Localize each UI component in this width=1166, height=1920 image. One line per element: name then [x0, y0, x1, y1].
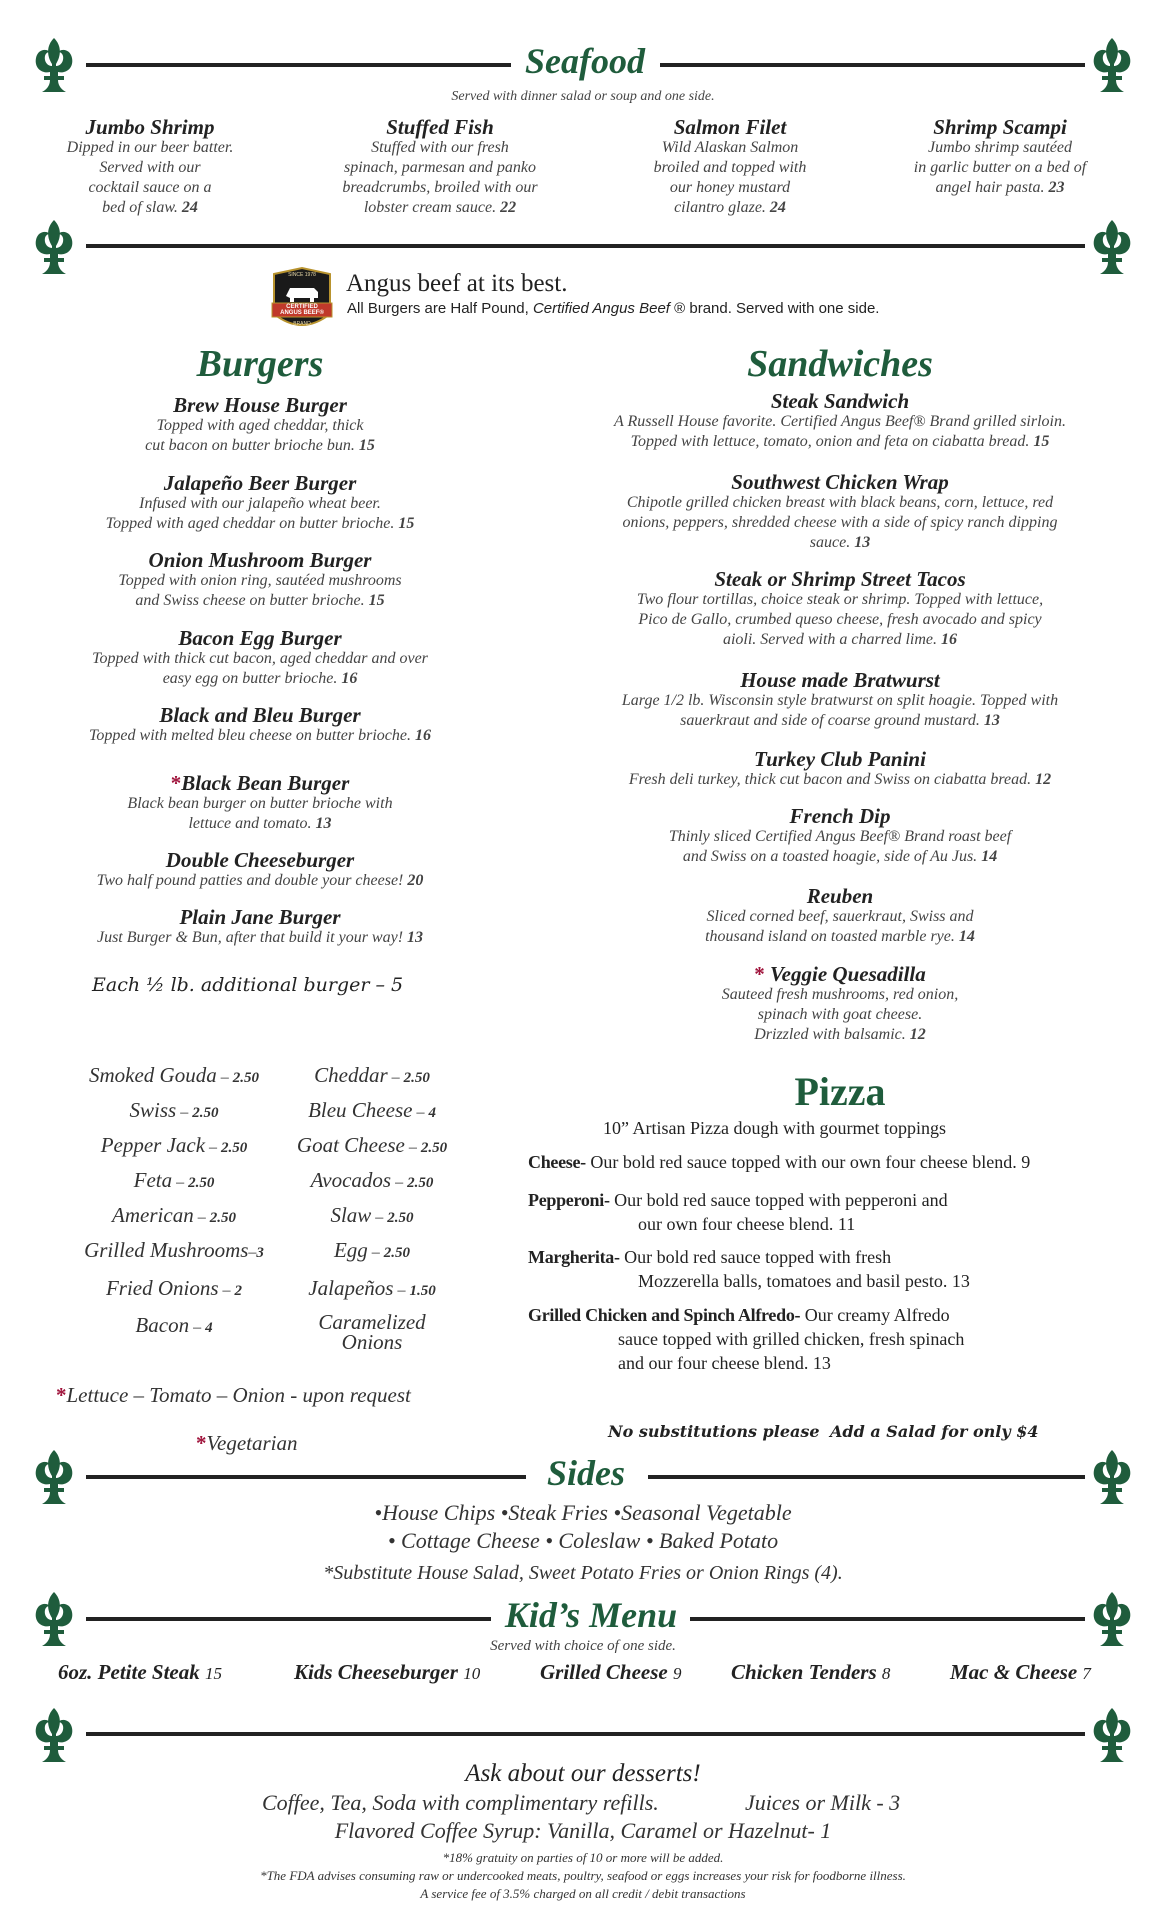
fleur-de-lis-icon — [32, 1590, 76, 1648]
description-line: Thinly sliced Certified Angus Beef® Brand roast beef — [668, 828, 1012, 845]
item-description — [570, 691, 1110, 731]
item-price: 16 — [415, 727, 431, 744]
item-description — [40, 871, 480, 891]
topping-item: Swiss – 2.50 — [129, 1098, 219, 1122]
description-line: Dipped in our beer batter. — [66, 139, 234, 156]
item-price: 13 — [983, 712, 1000, 729]
kids-item — [731, 1660, 890, 1685]
item-price: 8 — [881, 1664, 891, 1683]
description-line: breadcrumbs, broiled with our — [342, 179, 538, 196]
topping-name: Cheddar — [314, 1063, 388, 1087]
angus-subline: All Burgers are Half Pound, Certified Angus Beef ® brand. Served with one side. — [347, 300, 880, 317]
section-rule — [86, 63, 511, 67]
topping-item: Jalapeños – 1.50 — [308, 1276, 436, 1300]
item-name: Southwest Chicken Wrap — [731, 470, 949, 494]
pizza-name: Pepperoni- — [528, 1190, 610, 1210]
angus-headline: Angus beef at its best. — [346, 270, 568, 297]
description-line: Large 1/2 lb. Wisconsin style bratwurst on split hoagie. Topped with — [621, 692, 1059, 709]
topping-name: Smoked Gouda — [89, 1063, 217, 1087]
topping-item: Egg – 2.50 — [333, 1238, 411, 1262]
fleur-de-lis-icon — [32, 36, 76, 94]
item-price: 13 — [854, 534, 871, 551]
item-name: Grilled Cheese — [540, 1660, 668, 1684]
item-price: 16 — [941, 631, 958, 648]
additional-burger: Each ½ lb. additional burger – 5 — [92, 974, 404, 996]
item-description — [870, 138, 1130, 198]
sandwich-item — [570, 963, 1110, 1045]
description-line: sauce topped with grilled chicken, fresh spinach — [618, 1329, 965, 1349]
fleur-de-lis-icon — [32, 218, 76, 276]
drinks-line: Coffee, Tea, Soda with complimentary refills. — [262, 1790, 659, 1815]
pizza-name: Cheese- — [528, 1152, 586, 1172]
item-name: Steak Sandwich — [770, 389, 910, 413]
service-fee-note: A service fee of 3.5% charged on all credit / debit transactions — [420, 1886, 746, 1901]
description-line: Drizzled with balsamic. 12 — [754, 1026, 926, 1043]
description-line: lobster cream sauce. 22 — [363, 199, 517, 216]
topping-item — [272, 1312, 472, 1352]
description-line: aioli. Served with a charred lime. 16 — [722, 631, 958, 648]
item-name: Double Cheeseburger — [165, 848, 355, 872]
seafood-item — [870, 116, 1130, 198]
description-line: Black bean burger on butter brioche with — [127, 795, 393, 812]
description-line: Pico de Gallo, crumbed queso cheese, fresh avocado and spicy — [638, 611, 1042, 628]
topping-price: 2.50 — [221, 1140, 248, 1156]
topping-name: Fried Onions — [105, 1276, 219, 1300]
item-name: * Veggie Quesadilla — [754, 962, 926, 986]
description-line: Stuffed with our fresh — [371, 139, 509, 156]
item-name: French Dip — [789, 804, 891, 828]
item-description — [570, 985, 1110, 1045]
item-description — [40, 649, 480, 689]
sides-line-2: • Cottage Cheese • Coleslaw • Baked Potato — [387, 1528, 779, 1553]
kids-subtitle: Served with choice of one side. — [490, 1638, 676, 1654]
description-line: angel hair pasta. 23 — [935, 179, 1065, 196]
topping-item: Cheddar – 2.50 — [314, 1063, 430, 1087]
topping-name: Grilled Mushrooms — [84, 1238, 249, 1262]
topping-name: Egg — [333, 1238, 368, 1262]
item-name: Bacon Egg Burger — [178, 626, 342, 650]
description-line: Two flour tortillas, choice steak or shrimp. Topped with lettuce, — [636, 591, 1044, 608]
item-description — [40, 138, 260, 218]
sides-substitute: *Substitute House Salad, Sweet Potato Fries or Onion Rings (4). — [323, 1562, 843, 1584]
description-line: Topped with lettuce, tomato, onion and feta on ciabatta bread. 15 — [630, 433, 1050, 450]
item-name: Kids Cheeseburger — [294, 1660, 458, 1684]
topping-name: Feta — [133, 1168, 173, 1192]
description-line: Sliced corned beef, sauerkraut, Swiss and — [706, 908, 974, 925]
item-name: Black and Bleu Burger — [159, 703, 361, 727]
description-line: Topped with thick cut bacon, aged cheddar and over — [92, 650, 428, 667]
item-name: Shrimp Scampi — [933, 115, 1067, 139]
description-line: cilantro glaze. 24 — [674, 199, 786, 216]
description-line: onions, peppers, shredded cheese with a side of spicy ranch dipping — [622, 514, 1058, 531]
item-name: Stuffed Fish — [386, 115, 494, 139]
sandwich-item — [570, 390, 1110, 452]
description-line: spinach with goat cheese. — [757, 1006, 923, 1023]
item-description — [300, 138, 580, 218]
topping-name: Avocados — [310, 1168, 392, 1192]
item-description — [570, 827, 1110, 867]
section-rule — [690, 1617, 1085, 1621]
certified-angus-beef-logo: SINCE 1978 CERTIFIED ANGUS BEEF® BRAND — [270, 266, 334, 334]
description-line: Mozzerella balls, tomatoes and basil pesto. 13 — [638, 1271, 970, 1291]
item-price: 12 — [909, 1026, 926, 1043]
description-line: Grilled Chicken and Spinch Alfredo- Our creamy Alfredo — [528, 1305, 950, 1325]
description-line: Pepperoni- Our bold red sauce topped with pepperoni and — [528, 1190, 948, 1210]
topping-item: Feta – 2.50 — [133, 1168, 215, 1192]
topping-name: Goat Cheese — [296, 1133, 405, 1157]
description-line: and Swiss cheese on butter brioche. 15 — [135, 592, 385, 609]
pizza-item — [528, 1245, 1138, 1293]
item-description — [40, 928, 480, 948]
topping-name: Caramelized Onions — [318, 1310, 426, 1354]
item-name: House made Bratwurst — [740, 668, 940, 692]
item-name: Steak or Shrimp Street Tacos — [714, 567, 966, 591]
item-name: *Black Bean Burger — [170, 771, 350, 795]
topping-item: Pepper Jack – 2.50 — [100, 1133, 248, 1157]
topping-item: American – 2.50 — [112, 1203, 236, 1227]
topping-item: Goat Cheese – 2.50 — [296, 1133, 448, 1157]
topping-price: 1.50 — [409, 1283, 436, 1299]
item-name: Jumbo Shrimp — [85, 115, 215, 139]
item-price: 10 — [463, 1664, 481, 1683]
sandwiches-title: Sandwiches — [747, 343, 933, 385]
item-description — [40, 494, 480, 534]
topping-price: 2.50 — [420, 1140, 448, 1156]
item-name: Mac & Cheese — [950, 1660, 1078, 1684]
section-rule — [648, 1475, 1085, 1479]
topping-name: Pepper Jack — [100, 1133, 206, 1157]
sandwich-item — [570, 748, 1110, 790]
item-description — [40, 571, 480, 611]
description-line: sauerkraut and side of coarse ground mustard. 13 — [680, 712, 1000, 729]
item-name: Plain Jane Burger — [179, 905, 341, 929]
topping-price: 2.50 — [232, 1070, 259, 1086]
description-line: Topped with aged cheddar, thick — [156, 417, 364, 434]
item-price: 22 — [500, 199, 517, 216]
description-line: our honey mustard — [669, 179, 791, 196]
topping-name: American — [112, 1203, 194, 1227]
description-line: Margherita- Our bold red sauce topped with fresh — [528, 1247, 892, 1267]
description-line: and our four cheese blend. 13 — [618, 1353, 831, 1373]
item-price: 13 — [315, 815, 332, 832]
seafood-title: Seafood — [525, 41, 645, 81]
item-price: 7 — [1082, 1664, 1091, 1683]
fleur-de-lis-icon — [1090, 218, 1134, 276]
description-line: Sauteed fresh mushrooms, red onion, — [721, 986, 959, 1003]
section-rule — [86, 1617, 491, 1621]
description-line: easy egg on butter brioche. 16 — [162, 670, 358, 687]
description-line: Infused with our jalapeño wheat beer. — [139, 495, 381, 512]
topping-item: Slaw – 2.50 — [330, 1203, 414, 1227]
item-description — [40, 794, 480, 834]
item-price: 9 — [672, 1664, 682, 1683]
item-name: Jalapeño Beer Burger — [163, 471, 357, 495]
fda-note: *The FDA advises consuming raw or undercooked meats, poultry, seafood or eggs increases your risk for foodborne illness. — [260, 1868, 906, 1883]
sides-title: Sides — [546, 1453, 625, 1493]
topping-name: Swiss — [129, 1098, 177, 1122]
topping-name: Bacon — [135, 1313, 190, 1337]
fleur-de-lis-icon — [32, 1448, 76, 1506]
sandwich-item — [570, 471, 1110, 553]
item-description — [570, 493, 1110, 553]
seafood-item — [590, 116, 870, 218]
item-price: 24 — [769, 199, 786, 216]
item-name: Chicken Tenders — [731, 1660, 877, 1684]
item-name: 6oz. Petite Steak — [58, 1660, 200, 1684]
description-line: Topped with aged cheddar on butter brioche. 15 — [105, 515, 415, 532]
item-price: 20 — [407, 872, 424, 889]
description-line: in garlic butter on a bed of — [913, 159, 1087, 176]
description-line: our own four cheese blend. 11 — [638, 1214, 856, 1234]
description-line: and Swiss on a toasted hoagie, side of Au Jus. 14 — [682, 848, 998, 865]
pizza-item — [528, 1188, 1138, 1236]
burger-item — [40, 627, 480, 689]
vegetarian-star: * — [754, 962, 765, 986]
sandwich-item — [570, 885, 1110, 947]
item-price: 23 — [1048, 179, 1065, 196]
topping-price: 2.50 — [188, 1175, 215, 1191]
pizza-intro: 10” Artisan Pizza dough with gourmet toppings — [603, 1118, 946, 1138]
item-price: 15 — [398, 515, 415, 532]
item-name: Onion Mushroom Burger — [148, 548, 372, 572]
section-rule — [86, 244, 1085, 248]
topping-item: Bacon – 4 — [135, 1313, 213, 1337]
topping-price: 2.50 — [192, 1105, 219, 1121]
item-price: 15 — [204, 1664, 222, 1683]
item-price: 14 — [958, 928, 975, 945]
description-line: Topped with melted bleu cheese on butter brioche. 16 — [88, 727, 431, 744]
item-description — [40, 416, 480, 456]
add-salad-note: Add a Salad for only $4 — [830, 1422, 1039, 1441]
topping-item: Bleu Cheese – 4 — [308, 1098, 436, 1122]
description-line: Just Burger & Bun, after that build it your way! 13 — [96, 929, 424, 946]
description-line: A Russell House favorite. Certified Angus Beef® Brand grilled sirloin. — [614, 413, 1066, 430]
item-description — [570, 770, 1110, 790]
seafood-item — [40, 116, 260, 218]
juices-line: Juices or Milk - 3 — [745, 1790, 901, 1815]
topping-price: 3 — [256, 1245, 264, 1261]
description-line: spinach, parmesan and panko — [344, 159, 536, 176]
pizza-title: Pizza — [794, 1069, 886, 1114]
sandwich-item — [570, 568, 1110, 650]
burger-item — [40, 772, 480, 834]
topping-item: Smoked Gouda – 2.50 — [89, 1063, 259, 1087]
description-line: Two half pound patties and double your cheese! 20 — [96, 872, 424, 889]
description-line: bed of slaw. 24 — [102, 199, 198, 216]
description-line: Served with our — [99, 159, 201, 176]
item-name: Turkey Club Panini — [754, 747, 926, 771]
sandwich-item — [570, 669, 1110, 731]
fleur-de-lis-icon — [1090, 1590, 1134, 1648]
topping-item: Avocados – 2.50 — [310, 1168, 434, 1192]
sandwich-item — [570, 805, 1110, 867]
item-price: 15 — [358, 437, 375, 454]
description-line: Cheese- Our bold red sauce topped with our own four cheese blend. 9 — [528, 1152, 1031, 1172]
kids-item — [540, 1660, 681, 1685]
section-rule — [660, 63, 1085, 67]
toppings-note: *Lettuce – Tomato – Onion - upon request — [56, 1383, 411, 1407]
description-line: Jumbo shrimp sautéed — [928, 139, 1072, 156]
item-price: 15 — [368, 592, 385, 609]
topping-name: Jalapeños — [308, 1276, 394, 1300]
kids-item — [58, 1660, 222, 1685]
fleur-de-lis-icon — [1090, 36, 1134, 94]
item-description — [570, 907, 1110, 947]
item-name: Brew House Burger — [173, 393, 347, 417]
topping-name: Slaw — [330, 1203, 372, 1227]
topping-price: 2.50 — [387, 1210, 414, 1226]
description-line: Topped with onion ring, sautéed mushrooms — [118, 572, 402, 589]
description-line: sauce. 13 — [809, 534, 871, 551]
item-price: 16 — [341, 670, 358, 687]
description-line: cocktail sauce on a — [88, 179, 212, 196]
no-substitutions-note: No substitutions please — [608, 1422, 820, 1441]
item-description — [590, 138, 870, 218]
description-line: broiled and topped with — [653, 159, 807, 176]
burger-item — [40, 906, 480, 948]
fleur-de-lis-icon — [1090, 1448, 1134, 1506]
kids-title: Kid’s Menu — [504, 1595, 678, 1635]
pizza-name: Grilled Chicken and Spinch Alfredo- — [528, 1305, 801, 1325]
topping-price: 4 — [428, 1105, 436, 1121]
item-description — [570, 590, 1110, 650]
burger-item — [40, 704, 480, 746]
description-line: Wild Alaskan Salmon — [661, 139, 799, 156]
kids-item — [950, 1660, 1091, 1685]
vegetarian-note: *Vegetarian — [196, 1431, 298, 1455]
gratuity-note: *18% gratuity on parties of 10 or more will be added. — [442, 1850, 724, 1865]
burger-item — [40, 394, 480, 456]
vegetarian-star: * — [170, 771, 182, 795]
burgers-title: Burgers — [196, 343, 324, 385]
kids-item — [294, 1660, 480, 1685]
topping-price: 2.50 — [403, 1070, 430, 1086]
section-rule — [86, 1732, 1085, 1736]
item-name: Reuben — [806, 884, 874, 908]
topping-item: Fried Onions – 2 — [105, 1276, 243, 1300]
topping-price: 2.50 — [209, 1210, 236, 1226]
description-line: lettuce and tomato. 13 — [188, 815, 332, 832]
pizza-item — [528, 1303, 1138, 1375]
item-price: 15 — [1033, 433, 1050, 450]
item-price: 12 — [1035, 771, 1052, 788]
item-description — [40, 726, 480, 746]
seafood-subtitle: Served with dinner salad or soup and one side. — [451, 89, 715, 104]
topping-name: Bleu Cheese — [308, 1098, 413, 1122]
topping-price: 2.50 — [407, 1175, 434, 1191]
topping-price: 4 — [205, 1320, 213, 1336]
description-line: cut bacon on butter brioche bun. 15 — [145, 437, 375, 454]
item-description — [570, 412, 1110, 452]
description-line: Fresh deli turkey, thick cut bacon and Swiss on ciabatta bread. 12 — [628, 771, 1052, 788]
item-price: 14 — [981, 848, 998, 865]
description-line: Chipotle grilled chicken breast with black beans, corn, lettuce, red — [626, 494, 1054, 511]
burger-item — [40, 849, 480, 891]
item-name: Salmon Filet — [673, 115, 787, 139]
section-rule — [86, 1475, 526, 1479]
topping-item: Grilled Mushrooms–3 — [84, 1238, 264, 1262]
burger-item — [40, 549, 480, 611]
seafood-item — [300, 116, 580, 218]
pizza-name: Margherita- — [528, 1247, 620, 1267]
item-price: 13 — [407, 929, 424, 946]
topping-price: 2.50 — [383, 1245, 411, 1261]
description-line: thousand island on toasted marble rye. 14 — [705, 928, 975, 945]
item-price: 24 — [181, 199, 198, 216]
pizza-item — [528, 1150, 1138, 1174]
sides-line-1: •House Chips •Steak Fries •Seasonal Vegetable — [374, 1500, 792, 1525]
desserts-line: Ask about our desserts! — [465, 1760, 701, 1787]
burger-item — [40, 472, 480, 534]
syrup-line: Flavored Coffee Syrup: Vanilla, Caramel or Hazelnut- 1 — [334, 1818, 832, 1843]
fleur-de-lis-icon — [32, 1706, 76, 1764]
topping-price: 2 — [234, 1283, 243, 1299]
fleur-de-lis-icon — [1090, 1706, 1134, 1764]
